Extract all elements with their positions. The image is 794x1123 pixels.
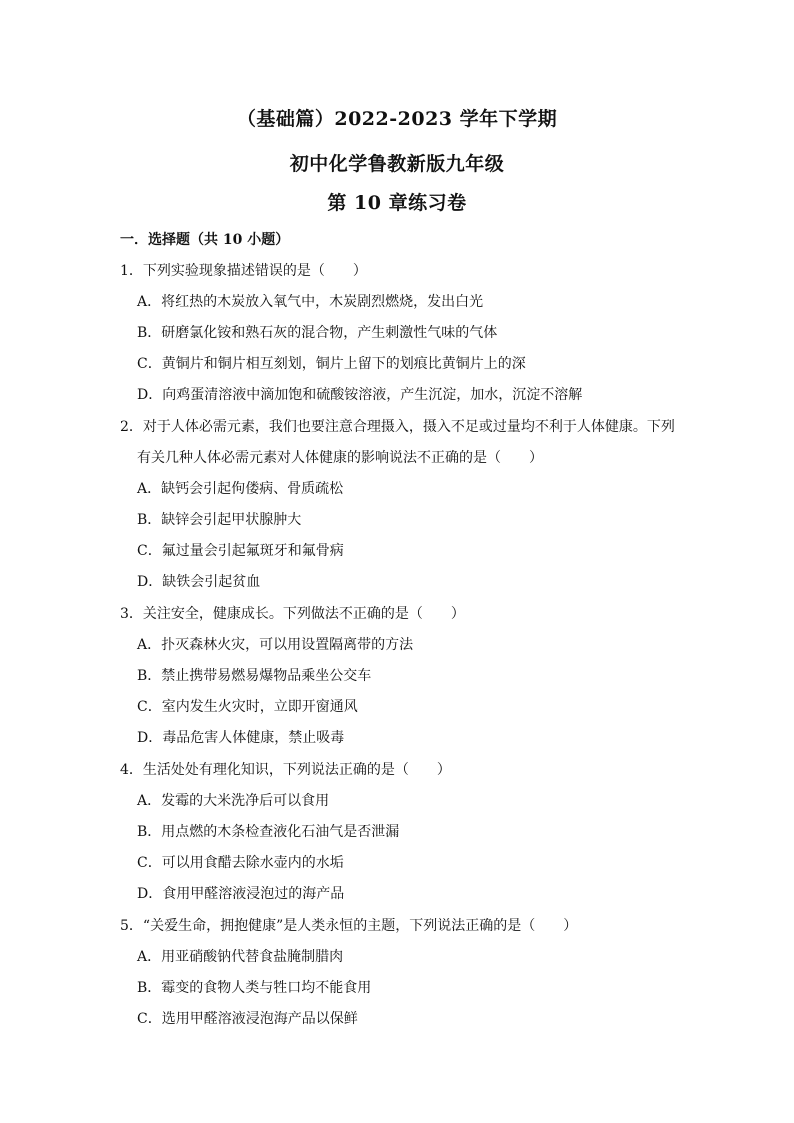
question-1-option-c: C．黄铜片和铜片相互刻划，铜片上留下的划痕比黄铜片上的深 [137,356,526,372]
question-4-option-c: C．可以用食醋去除水壶内的水垢 [137,855,344,871]
question-2-stem-line-1: 2．对于人体必需元素，我们也要注意合理摄入，摄入不足或过量均不利于人体健康。下列 [120,419,675,435]
question-5-stem: 5．“关爱生命，拥抱健康”是人类永恒的主题，下列说法正确的是（ ） [120,918,578,934]
question-2-option-a: A．缺钙会引起佝偻病、骨质疏松 [137,481,344,497]
question-5-option-b: B．霉变的食物人类与牲口均不能食用 [137,980,372,996]
question-1-stem: 1．下列实验现象描述错误的是（ ） [120,263,367,279]
question-5-option-a: A．用亚硝酸钠代替食盐腌制腊肉 [137,949,344,965]
question-1-option-b: B．研磨氯化铵和熟石灰的混合物，产生刺激性气味的气体 [137,325,498,341]
title-line-3: 第 10 章练习卷 [327,192,467,214]
question-3-option-a: A．扑灭森林火灾，可以用设置隔离带的方法 [137,637,414,653]
title-line-2: 初中化学鲁教新版九年级 [289,153,505,175]
question-2-option-d: D．缺铁会引起贫血 [137,574,261,590]
question-4-option-b: B．用点燃的木条检查液化石油气是否泄漏 [137,824,400,840]
question-1-option-d: D．向鸡蛋清溶液中滴加饱和硫酸铵溶液，产生沉淀，加水，沉淀不溶解 [137,387,583,403]
question-3-option-b: B．禁止携带易燃易爆物品乘坐公交车 [137,668,372,684]
question-2-option-b: B．缺锌会引起甲状腺肿大 [137,512,302,528]
question-3-stem: 3．关注安全，健康成长。下列做法不正确的是（ ） [120,606,465,622]
question-4-option-a: A．发霉的大米洗净后可以食用 [137,793,330,809]
question-1-option-a: A．将红热的木炭放入氧气中，木炭剧烈燃烧，发出白光 [137,294,484,310]
question-4-option-d: D．食用甲醛溶液浸泡过的海产品 [137,886,345,902]
title-line-1: （基础篇）2022-2023 学年下学期 [236,108,558,130]
question-3-option-d: D．毒品危害人体健康，禁止吸毒 [137,730,345,746]
question-5-option-c: C．选用甲醛溶液浸泡海产品以保鲜 [137,1011,358,1027]
section-heading: 一．选择题（共 10 小题） [120,232,290,248]
question-2-stem-line-2: 有关几种人体必需元素对人体健康的影响说法不正确的是（ ） [137,450,543,466]
question-4-stem: 4．生活处处有理化知识，下列说法正确的是（ ） [120,762,451,778]
question-2-option-c: C．氟过量会引起氟斑牙和氟骨病 [137,543,344,559]
question-3-option-c: C．室内发生火灾时，立即开窗通风 [137,699,358,715]
